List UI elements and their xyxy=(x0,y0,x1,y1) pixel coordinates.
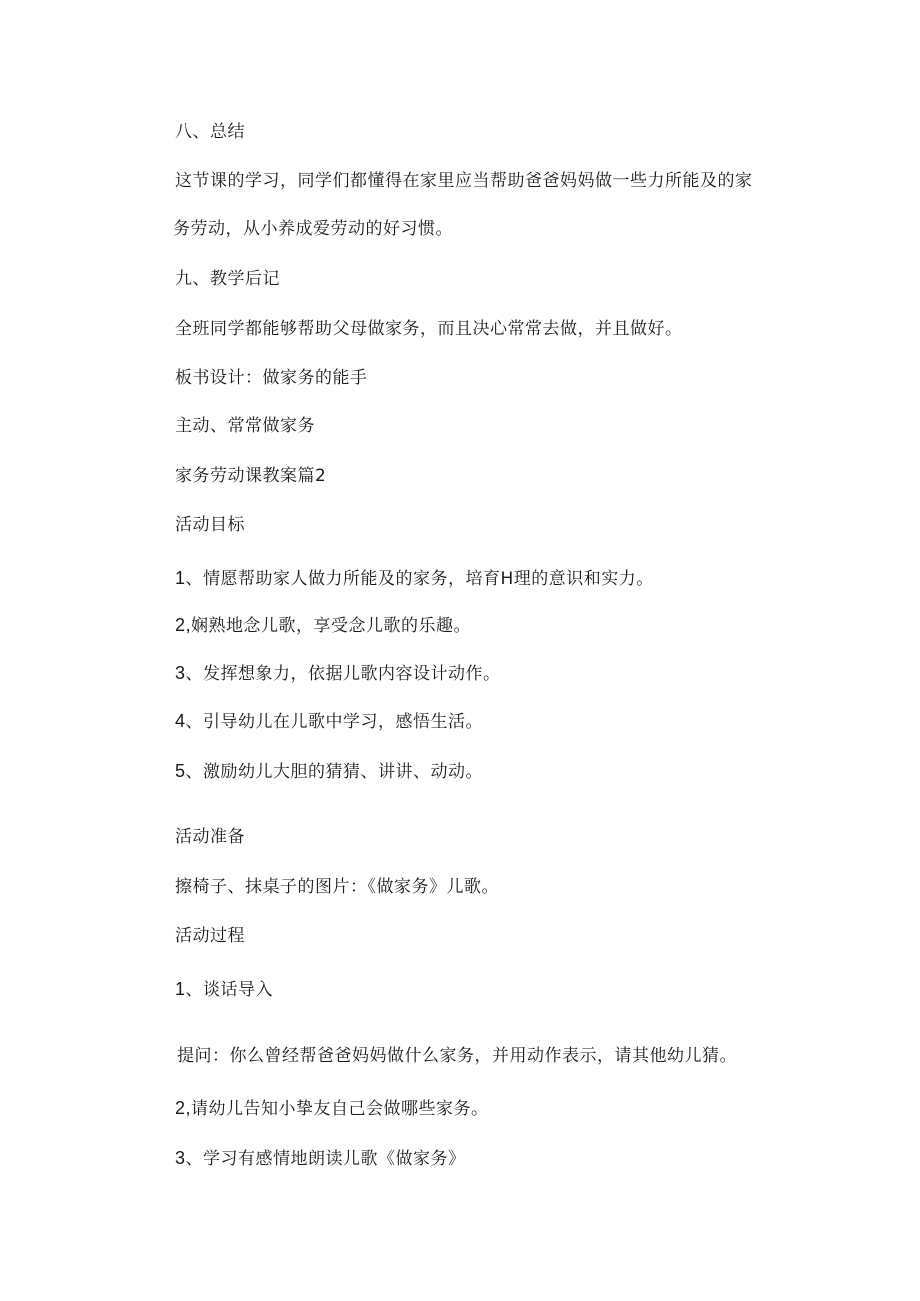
goal-text: 、发挥想象力，依据儿歌内容设计动作。 xyxy=(185,664,501,684)
step-number: 3 xyxy=(175,1148,186,1168)
step-number: 1 xyxy=(175,979,186,999)
step-text: 、谈话导入 xyxy=(185,980,274,1000)
goal-item-1 xyxy=(175,567,654,590)
goal-number: 2, xyxy=(175,615,192,635)
goal-number: 3 xyxy=(175,663,186,683)
process-step-2 xyxy=(175,1097,489,1120)
section8-heading: 八、总结 xyxy=(175,122,245,142)
prep-text: 擦椅子、抹桌子的图片：《做家务》儿歌。 xyxy=(175,877,499,897)
process-step-3 xyxy=(175,1147,466,1170)
process-heading: 活动过程 xyxy=(175,926,245,946)
goal-item-2 xyxy=(175,614,471,637)
step-text: 、学习有感情地朗读儿歌《做家务》 xyxy=(185,1149,466,1169)
section8-paragraph-line2: 务劳动，从小养成爱劳动的好习惯。 xyxy=(173,219,453,239)
step-number: 2, xyxy=(175,1098,192,1118)
goal-text: 、引导幼儿在儿歌中学习，感悟生活。 xyxy=(185,712,484,732)
article2-title: 家务劳动课教案篇2 xyxy=(175,466,327,486)
board-item: 主动、常常做家务 xyxy=(175,416,315,436)
question-text: 提问：你么曾经帮爸爸妈妈做什么家务，并用动作表示，请其他幼儿猜。 xyxy=(177,1046,737,1066)
goal-number: 5 xyxy=(175,761,186,781)
goal-item-4 xyxy=(175,710,483,733)
prep-heading: 活动准备 xyxy=(175,827,245,847)
section9-paragraph: 全班同学都能够帮助父母做家务，而且决心常常去做，并且做好。 xyxy=(175,319,683,339)
step-text: 请幼儿告知小挚友自己会做哪些家务。 xyxy=(191,1099,489,1119)
process-step-1 xyxy=(175,978,273,1001)
goal-text: 娴熟地念儿歌，享受念儿歌的乐趣。 xyxy=(191,616,472,636)
section9-heading: 九、教学后记 xyxy=(175,269,280,289)
goal-number: 4 xyxy=(175,711,186,731)
section8-paragraph xyxy=(173,170,805,239)
goal-text: 、激励幼儿大胆的猜猜、讲讲、动动。 xyxy=(185,762,484,782)
goal-item-3 xyxy=(175,662,501,685)
goals-heading: 活动目标 xyxy=(175,515,245,535)
section8-paragraph-line1: 这节课的学习，同学们都懂得在家里应当帮助爸爸妈妈做一些力所能及的家 xyxy=(175,171,753,191)
goal-text: 、情愿帮助家人做力所能及的家务，培育H理的意识和实力。 xyxy=(185,569,654,589)
goal-number: 1 xyxy=(175,568,186,588)
goal-item-5 xyxy=(175,760,483,783)
board-design: 板书设计：做家务的能手 xyxy=(175,368,368,388)
